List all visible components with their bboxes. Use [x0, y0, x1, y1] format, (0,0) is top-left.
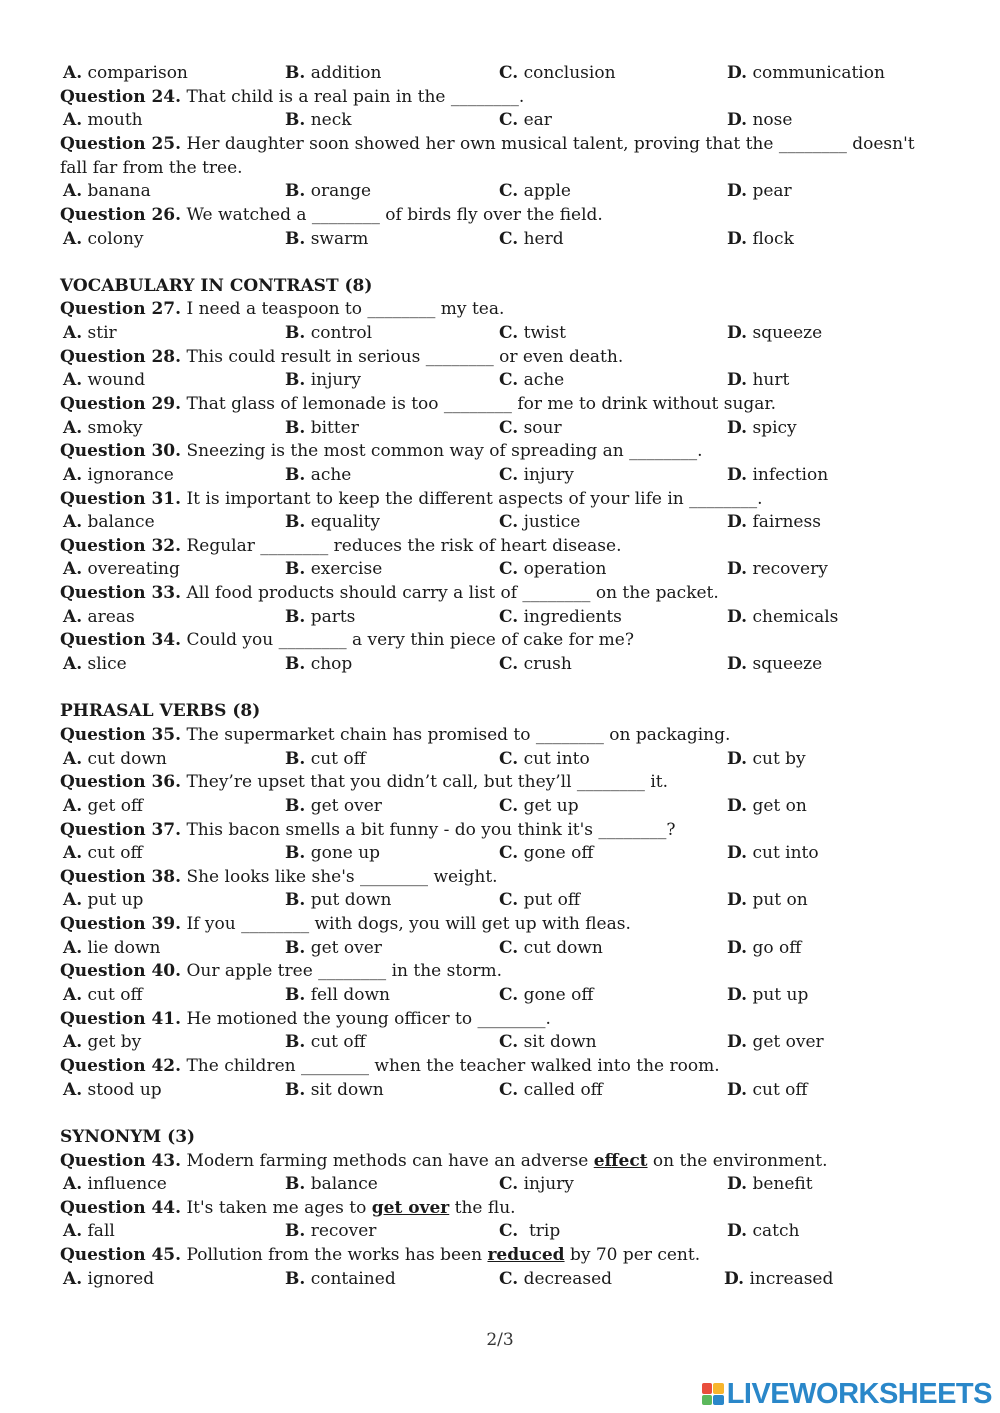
options-row — [60, 369, 945, 393]
option-a[interactable]: A. cut off — [63, 843, 143, 864]
option-b[interactable]: B. addition — [285, 63, 382, 83]
section-title: PHRASAL VERBS (8) — [60, 701, 261, 722]
logo-grid-icon — [702, 1383, 724, 1405]
option-b[interactable]: B. control — [285, 323, 373, 344]
option-c[interactable]: C. operation — [499, 559, 607, 580]
question-stem: Question 31. It is important to keep the different aspects of your life in ________. — [60, 488, 763, 509]
question-stem: Question 34. Could you ________ a very thin piece of cake for me? — [60, 630, 634, 651]
question-stem: Question 26. We watched a ________ of birds fly over the field. — [60, 204, 603, 225]
option-d[interactable]: D. recovery — [727, 559, 828, 580]
question-stem: Question 42. The children ________ when the teacher walked into the room. — [60, 1055, 720, 1076]
option-b[interactable]: B. contained — [285, 1268, 396, 1289]
option-b[interactable]: B. sit down — [285, 1079, 384, 1100]
option-d[interactable]: D. chemicals — [727, 606, 839, 627]
options-row — [60, 417, 945, 441]
option-c[interactable]: C. cut into — [499, 748, 590, 769]
option-b[interactable]: B. put down — [285, 890, 392, 911]
option-b[interactable]: B. neck — [285, 110, 352, 131]
option-b[interactable]: B. ache — [285, 464, 352, 485]
option-d[interactable]: D. squeeze — [727, 654, 823, 675]
option-a[interactable]: A. influence — [63, 1174, 167, 1195]
options-row — [60, 511, 945, 535]
option-a[interactable]: A. mouth — [63, 110, 143, 131]
option-a[interactable]: A. slice — [63, 654, 127, 675]
option-b[interactable]: B. exercise — [285, 559, 383, 580]
question-stem: Question 38. She looks like she's ________ weight. — [60, 866, 498, 887]
section-gap — [60, 251, 945, 275]
option-c[interactable]: C. justice — [499, 512, 581, 533]
option-c[interactable]: C. get up — [499, 795, 579, 816]
option-b[interactable]: B. fell down — [285, 985, 390, 1006]
question-stem: Question 30. Sneezing is the most common way of spreading an ________. — [60, 441, 703, 462]
option-a[interactable]: A. ignorance — [63, 464, 174, 485]
option-b[interactable]: B. gone up — [285, 843, 381, 864]
option-b[interactable]: B. equality — [285, 512, 381, 533]
option-c[interactable]: C. conclusion — [499, 63, 616, 83]
option-d[interactable]: D. put up — [727, 985, 809, 1006]
page-number: 2/3 — [486, 1330, 514, 1350]
option-b[interactable]: B. parts — [285, 606, 356, 627]
options-row — [60, 1268, 945, 1292]
question-stem: Question 25. Her daughter soon showed her own musical talent, proving that the ________ doesn't fall far from the tree. — [60, 133, 915, 178]
option-a[interactable]: A. smoky — [63, 417, 143, 438]
option-d[interactable]: D. cut by — [727, 748, 806, 769]
option-b[interactable]: B. injury — [285, 370, 362, 391]
section-gap — [60, 677, 945, 701]
option-a[interactable]: A. put up — [63, 890, 144, 911]
option-c[interactable]: C. put off — [499, 890, 580, 911]
option-d[interactable]: D. cut into — [727, 843, 819, 864]
option-a[interactable]: A. banana — [63, 181, 151, 202]
question-stem: Question 35. The supermarket chain has promised to ________ on packaging. — [60, 724, 731, 745]
option-d[interactable]: D. spicy — [727, 417, 797, 438]
options-row — [60, 228, 945, 252]
option-a[interactable]: A. stir — [63, 323, 117, 344]
options-row — [60, 464, 945, 488]
question-stem: Question 29. That glass of lemonade is too ________ for me to drink without sugar. — [60, 394, 777, 414]
options-row — [60, 322, 945, 346]
worksheet-page — [60, 62, 945, 1291]
option-a[interactable]: A. lie down — [63, 937, 161, 958]
option-d[interactable]: D. hurt — [727, 370, 790, 391]
question-43: Question 43. Modern farming methods can have an adverse effect on the environment. — [60, 1150, 828, 1171]
options-row — [60, 1220, 945, 1244]
question-45: Question 45. Pollution from the works has been reduced by 70 per cent. — [60, 1245, 701, 1266]
option-a[interactable]: A. ignored — [63, 1268, 155, 1289]
option-c[interactable]: C. called off — [499, 1079, 603, 1100]
option-b[interactable]: B. balance — [285, 1174, 378, 1195]
brand-name: LIVEWORKSHEETS — [726, 1377, 992, 1410]
option-a[interactable]: A. comparison — [63, 63, 188, 83]
options-row — [60, 653, 945, 677]
options-row — [60, 558, 945, 582]
option-c[interactable]: C. gone off — [499, 843, 594, 864]
question-stem: Question 41. He motioned the young officer to ________. — [60, 1008, 551, 1029]
question-stem: Question 24. That child is a real pain in the ________. — [60, 86, 525, 107]
option-b[interactable]: B. get over — [285, 937, 382, 958]
options-row — [60, 842, 945, 866]
options-row — [60, 889, 945, 913]
option-c[interactable]: C. crush — [499, 654, 572, 675]
option-d[interactable]: D. catch — [727, 1221, 800, 1242]
option-b[interactable]: B. cut off — [285, 748, 366, 769]
option-d[interactable]: D. put on — [727, 890, 808, 911]
option-a[interactable]: A. areas — [63, 606, 135, 627]
option-a[interactable]: A. get off — [63, 795, 144, 816]
option-d[interactable]: D. get over — [727, 1032, 824, 1053]
option-b[interactable]: B. cut off — [285, 1032, 366, 1053]
section-title-synonym: SYNONYM (3) — [60, 1126, 196, 1147]
option-a[interactable]: A. cut off — [63, 985, 143, 1006]
option-c[interactable]: C. injury — [499, 464, 574, 485]
question-44: Question 44. It's taken me ages to get over the flu. — [60, 1197, 516, 1218]
section-gap — [60, 1102, 945, 1126]
option-d[interactable]: D. get on — [727, 795, 807, 816]
option-a[interactable]: A. fall — [63, 1221, 115, 1242]
option-c[interactable]: C. gone off — [499, 985, 594, 1006]
option-c[interactable]: C. cut down — [499, 937, 603, 958]
option-b[interactable]: B. swarm — [285, 228, 369, 249]
option-d[interactable]: D. communication — [727, 63, 885, 83]
option-d[interactable]: D. increased — [724, 1268, 834, 1289]
option-a[interactable]: A. colony — [63, 228, 144, 249]
option-c[interactable]: C. sour — [499, 417, 562, 438]
question-stem: Question 27. I need a teaspoon to ________ my tea. — [60, 299, 505, 320]
option-a[interactable]: A. balance — [63, 512, 155, 533]
options-row — [60, 795, 945, 819]
option-d[interactable]: D. pear — [727, 181, 792, 202]
option-d[interactable]: D. cut off — [727, 1079, 808, 1100]
option-b[interactable]: B. get over — [285, 795, 382, 816]
option-b[interactable]: B. orange — [285, 181, 372, 202]
underlined-key: effect — [593, 1150, 648, 1171]
option-b[interactable]: B. recover — [285, 1221, 377, 1242]
liveworksheets-logo[interactable] — [702, 1378, 992, 1410]
options-row — [60, 1031, 945, 1055]
question-sections — [60, 86, 945, 1103]
options-row — [60, 606, 945, 630]
underlined-key: get over — [371, 1197, 450, 1218]
option-c[interactable]: C. injury — [499, 1174, 574, 1195]
option-a[interactable]: A. cut down — [63, 748, 167, 769]
option-c[interactable]: C. sit down — [499, 1032, 597, 1053]
underlined-key: reduced — [487, 1245, 565, 1266]
option-c[interactable]: C. apple — [499, 181, 571, 202]
option-c[interactable]: C. ingredients — [499, 606, 622, 627]
options-row — [60, 109, 945, 133]
question-stem: Question 33. All food products should carry a list of ________ on the packet. — [60, 583, 719, 604]
question-stem: Question 39. If you ________ with dogs, you will get up with fleas. — [60, 914, 631, 935]
question-stem: Question 40. Our apple tree ________ in the storm. — [60, 961, 503, 982]
option-d[interactable]: D. fairness — [727, 512, 821, 533]
option-c[interactable]: C. ear — [499, 110, 552, 131]
options-row — [60, 937, 945, 961]
option-d[interactable]: D. benefit — [727, 1174, 813, 1195]
option-b[interactable]: B. chop — [285, 654, 353, 675]
options-row — [60, 1079, 945, 1103]
option-a[interactable]: A. wound — [63, 370, 146, 391]
options-row — [60, 180, 945, 204]
question-stem: Question 37. This bacon smells a bit funny - do you think it's ________? — [60, 819, 676, 840]
question-stem: Question 32. Regular ________ reduces the risk of heart disease. — [60, 535, 622, 556]
option-a[interactable]: A. get by — [63, 1032, 142, 1053]
option-d[interactable]: D. flock — [727, 228, 794, 249]
option-d[interactable]: D. infection — [727, 464, 829, 485]
option-a[interactable]: A. stood up — [63, 1079, 162, 1100]
option-c[interactable]: C. ache — [499, 370, 565, 391]
options-row — [60, 1173, 945, 1197]
section-title: VOCABULARY IN CONTRAST (8) — [60, 275, 373, 296]
option-d[interactable]: D. squeeze — [727, 323, 823, 344]
option-b[interactable]: B. bitter — [285, 417, 359, 438]
question-stem: Question 36. They’re upset that you didn’t call, but they’ll ________ it. — [60, 772, 669, 793]
options-row — [60, 984, 945, 1008]
question-stem: Question 28. This could result in serious ________ or even death. — [60, 346, 624, 367]
option-c[interactable]: C. herd — [499, 228, 564, 249]
option-c[interactable]: C. trip — [499, 1221, 561, 1242]
option-c[interactable]: C. decreased — [499, 1268, 613, 1289]
option-d[interactable]: D. nose — [727, 110, 793, 131]
options-row — [60, 62, 945, 86]
options-row — [60, 748, 945, 772]
option-d[interactable]: D. go off — [727, 937, 802, 958]
option-c[interactable]: C. twist — [499, 323, 566, 344]
option-a[interactable]: A. overeating — [63, 559, 180, 580]
